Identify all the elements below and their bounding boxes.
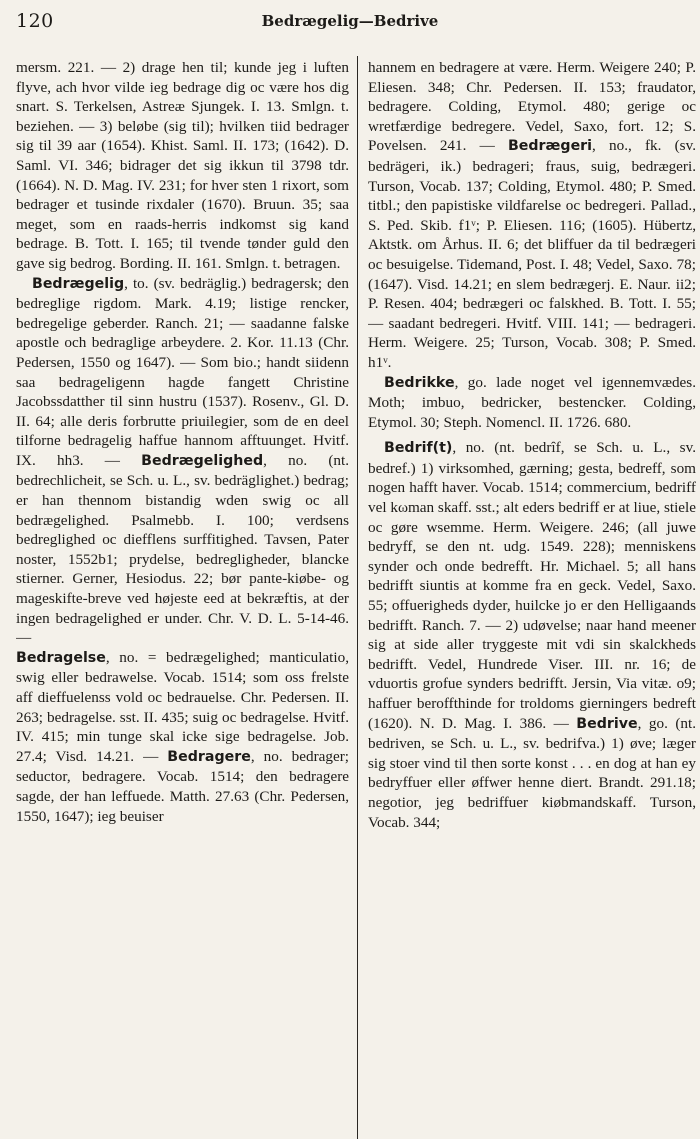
entry-text: , no. (nt. bedrechlicheit, se Sch. u. L., sv. bedräglighet.) bedrag; er han thennom bistandig wden swig oc all bedrægelighed. Psalmebb. I. 100; verdsens bedreglighed oc diefflens surffitighed. Tavsen, Pater noster, 1552b1; prydelse, bedregligheder, blancke stierner. Gerner, Hesiodus. 22; bør pante-kiøbe- og mageskifte-breve ved højeste eed at bekræftis, at der ingen bedragelighed er under. Chr. V. D. L. 5-14-46. — — [16, 451, 349, 647]
entry-text: , to. (sv. bedräglig.) bedragersk; den bedreglige rigdom. Mark. 4.19; listige rencker, bedregelige geberder. Ranch. 21; — saadanne falske apostle och bedraglige arbeydere. 2. Kor. 11.13 (Chr. Pedersen, 1550 og 1647). — Som bio.; handt siidenn saa bedrageligenn hagde fangett Christine Jacobssdatther til sinn hustru (1537). Rosenv., Gl. D. II. 64; alle deris forbrutte priuilegier, som de en deel tilforne bedragelig haffue hannom afftuunget. Hvitf. IX. hh3. — — [16, 274, 349, 469]
entry-text: , go. lade noget vel igennemvædes. Moth; imbuo, bedricker, bestencker. Colding, Etymol. 30; Steph. Nomencl. II. 1726. 680. — [368, 373, 696, 431]
headword: Bedrive — [576, 715, 638, 732]
left-column — [16, 58, 349, 1139]
entry-text: , no. (nt. bedrîf, se Sch. u. L., sv. bedref.) 1) virksomhed, gærning; gesta, bedreff, som nogen hafft haver. Vocab. 1514; commercium, bedriff vel kωman skaff. sst.; alt eders bedriff er at liue, stiele oc gøre wsemme. Herm. Weigere. 246; (all juwe bedryff, se den nt. udg. 1549. 228); menniskens synder och onde bedrefft. Hr. Michael. 5; all hans bedrifft siuntis at komme fra en geck. Vedel, Saxo. 55; offuerigheds dyder, huilcke jo er den Helligaands bedrifft. Ranch. 7. — 2) udøvelse; naar hand meener sig at side aller tryggeste mit vdi sin skalckheds bedrifft. Vedel, Hundrede Viser. III. nr. 16; de vduortis grofue synders bedrifft. Jersin, Via vitæ. o9; haffuer beroffthinde for troldoms gierningers bedreft (1620). N. D. Mag. I. 386. — — [368, 439, 696, 732]
dictionary-paragraph — [16, 58, 349, 274]
headword: Bedrif(t) — [384, 440, 453, 457]
headword: Bedragere — [167, 748, 251, 765]
entry-text: , no., fk. (sv. bedrägeri, ik.) bedrageri; fraus, suig, bedrægeri. Turson, Vocab. 137; Colding, Etymol. 480; P. Smed. titbl.; den papistiske vildfarelse oc bedregeri. Pallad., S. Ped. Skib. f1ᵛ; P. Eliesen. 116; (1605). Hübertz, Aktstk. om Århus. II. 6; det bliffuer da til bedrægeri oc besuigelse. Tidemand, Post. I. 48; Vedel, Saxo. 78; (1647). Visd. 14.21; en slem bedrægerj. E. Naur. ii2; P. Resen. 404; bedrægeri oc falskhed. B. Tott. I. 55; — saadant bedregeri. Hvitf. VIII. 141; — bedrageri. Herm. Weigere. 25; Turson, Vocab. 308; P. Smed. h1ᵛ. — [368, 137, 696, 371]
entry-text: mersm. 221. — 2) drage hen til; kunde jeg i luften flyve, ach hvor vilde ieg bedrage dig oc være hos dig snart. S. Terkelsen, Astreæ Sjungek. I. 13. Smlgn. t. beziehen. — 3) beløbe (sig til); hvilken tiid bedrager sig til 39 aar (1654). Khist. Saml. II. 173; (1642). D. Saml. VI. 346; bidrager det sig ikkun til 3798 tdr. (1664). N. D. Mag. IV. 231; for hver sten 1 rixort, som bedrager et tusinde rixdaler (1670). Bruun. 35; saa meget, som en raads-herris indkomst sig kand bedrage. B. Tott. I. 165; til tvende tønder guld den gave sig bedrog. Bording. II. 161. Smlgn. t. betragen. — [16, 59, 349, 272]
headword: Bedrikke — [384, 374, 455, 391]
headword: Bedrægeri — [507, 138, 593, 155]
dictionary-paragraph — [368, 438, 696, 832]
page-number: 120 — [16, 10, 54, 32]
column-divider — [357, 56, 358, 1139]
headword: Bedragelse — [16, 649, 106, 666]
dictionary-paragraph — [16, 648, 349, 826]
dictionary-paragraph — [368, 373, 696, 433]
running-head: Bedrægelig—Bedrive — [261, 12, 439, 30]
entry-text: , no. bedrager; seductor, bedragere. Vocab. 1514; den bedragere sagde, der han leffuede. Matth. 27.63 (Chr. Pedersen, 1550, 1647); ieg beuiser — [16, 747, 349, 825]
right-column — [368, 58, 696, 1139]
dictionary-paragraph — [368, 58, 696, 373]
page-header — [0, 0, 700, 40]
entry-text: hannem en bedragere at være. Herm. Weigere 240; P. Eliesen. 348; Chr. Pedersen. II. 153; fraudator, bedragere. Colding, Etymol. 480; gerige oc wretfærdige bedregere. Vedel, Saxo, fort. 12; S. Povelsen. 241. — — [368, 59, 696, 155]
entry-text: , go. (nt. bedriven, se Sch. u. L., sv. bedrifva.) 1) øve; læger sig stoer vind til then sorte konst . . . en dog at han ey bedryffuer eller øffwer henne diert. Brandt. 291.18; negotior, jeg bedriffuer kiøbmandskaff. Turson, Vocab. 344; — [368, 714, 696, 831]
headword: Bedrægelighed — [141, 452, 264, 469]
dictionary-paragraph — [16, 274, 349, 648]
headword: Bedrægelig — [32, 275, 125, 292]
entry-text: , no. = bedrægelighed; manticulatio, swig eller bedrawelse. Vocab. 1514; som oss frelste aff dieffuelenss vold oc bedrauelse. Chr. Pedersen. II. 263; bedragelse. sst. II. 435; suig oc bedragelse. Hvitf. IV. 415; min tunge skal icke sige bedragelse. Job. 27.4; Visd. 14.21. — — [16, 648, 349, 765]
